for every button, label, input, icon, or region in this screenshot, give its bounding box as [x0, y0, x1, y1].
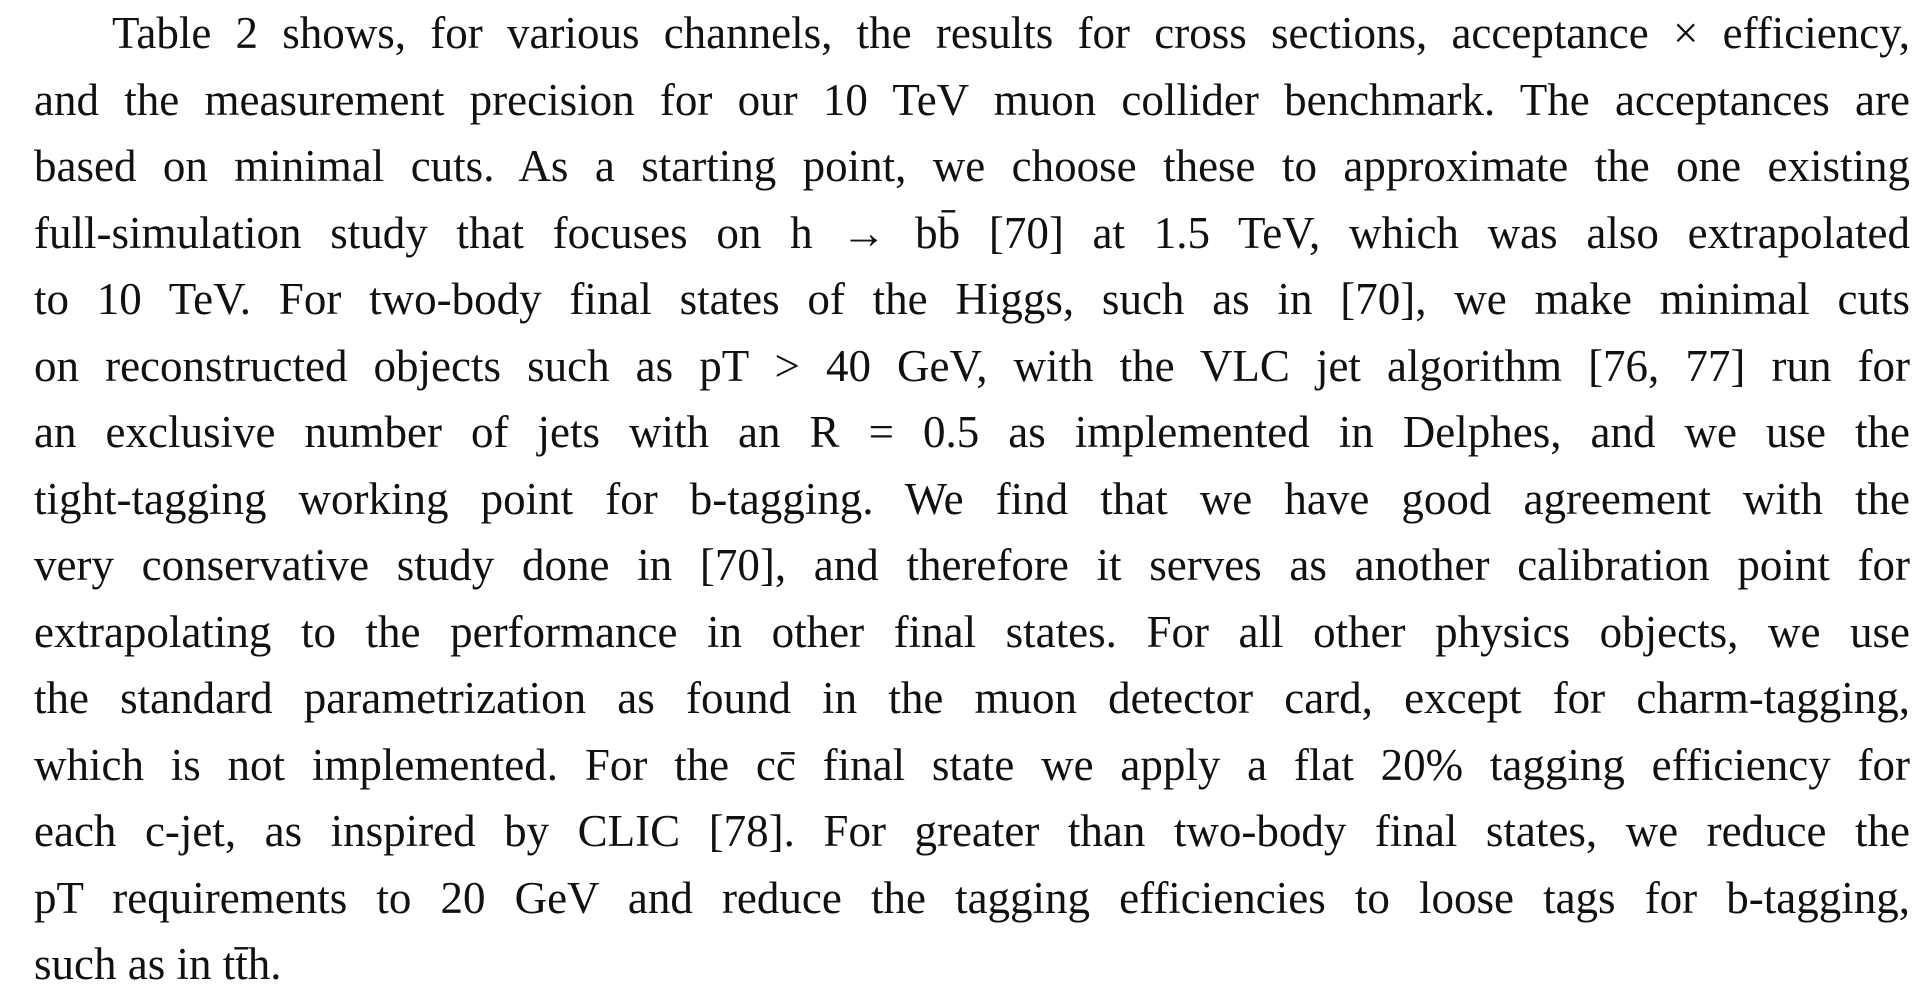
- paragraph-line-1: Table 2 shows, for various channels, the results for cross sections, acceptance × efficiency,: [112, 8, 1910, 58]
- paragraph-line-13: each c-jet, as inspired by CLIC [78]. For greater than two-body final states, we reduce the: [34, 806, 1910, 856]
- paragraph-line-6: on reconstructed objects such as pT > 40 GeV, with the VLC jet algorithm [76, 77] run for: [34, 340, 1910, 391]
- body-paragraph: [34, 0, 1910, 998]
- paragraph-line-4: full-simulation study that focuses on h → bb̄ [70] at 1.5 TeV, which was also extrapolated: [34, 207, 1910, 258]
- paper-page: [34, 0, 1910, 990]
- paragraph-line-3: based on minimal cuts. As a starting point, we choose these to approximate the one existing: [34, 141, 1910, 191]
- paragraph-line-14: pT requirements to 20 GeV and reduce the tagging efficiencies to loose tags for b-tagging,: [34, 872, 1910, 923]
- paragraph-line-9: very conservative study done in [70], and therefore it serves as another calibration point for: [34, 540, 1910, 590]
- paragraph-line-10: extrapolating to the performance in other final states. For all other physics objects, we use: [34, 606, 1910, 657]
- paragraph-line-15: such as in tt̄h.: [34, 939, 282, 989]
- paragraph-line-7: an exclusive number of jets with an R = 0.5 as implemented in Delphes, and we use the: [34, 407, 1910, 457]
- paragraph-line-8: tight-tagging working point for b-tagging. We find that we have good agreement with the: [34, 473, 1910, 524]
- paragraph-line-5: to 10 TeV. For two-body final states of the Higgs, such as in [70], we make minimal cuts: [34, 274, 1910, 324]
- paragraph-line-2: and the measurement precision for our 10 TeV muon collider benchmark. The acceptances are: [34, 74, 1910, 125]
- paragraph-line-11: the standard parametrization as found in the muon detector card, except for charm-tagging,: [34, 673, 1910, 723]
- paragraph-line-12: which is not implemented. For the cc̄ final state we apply a flat 20% tagging efficiency for: [34, 739, 1910, 790]
